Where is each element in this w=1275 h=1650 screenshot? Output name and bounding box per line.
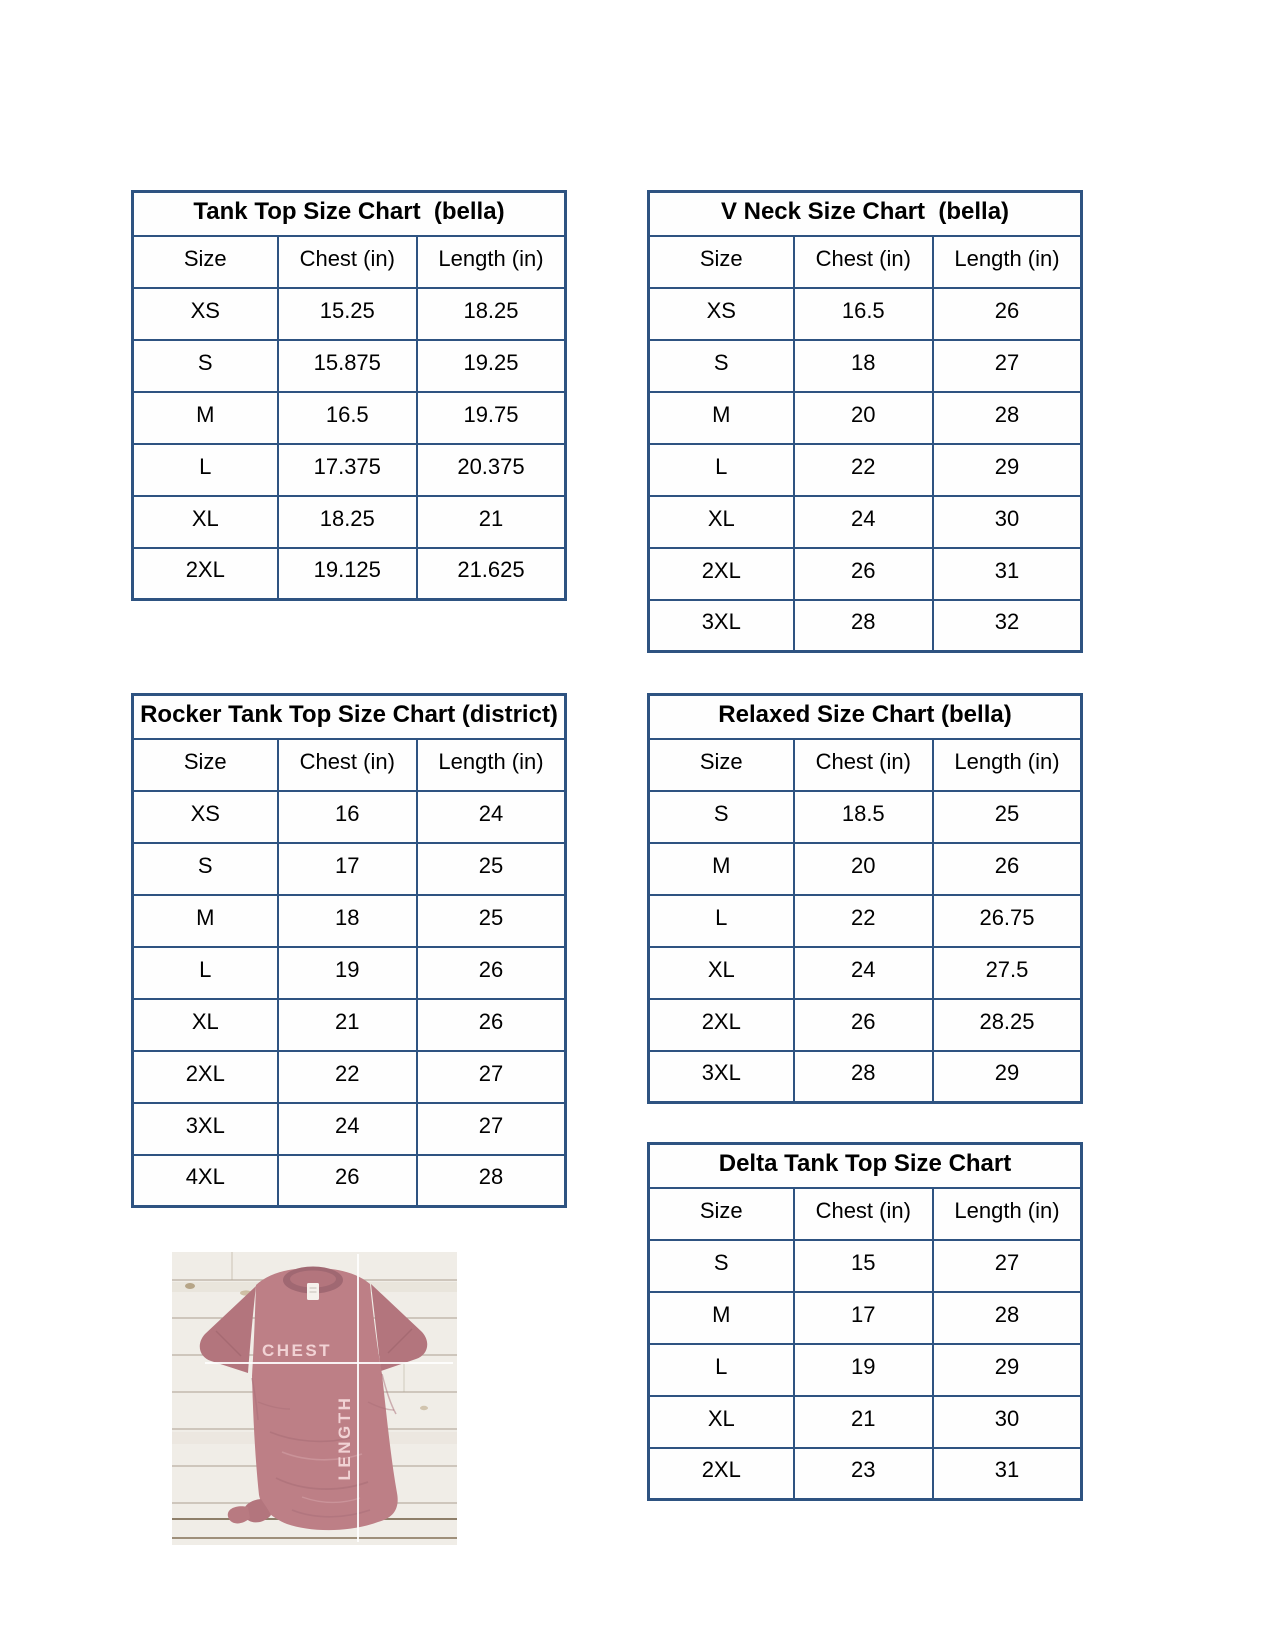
table-cell: XL — [133, 496, 278, 548]
table-cell: 16.5 — [278, 392, 417, 444]
table-row — [133, 1155, 566, 1207]
table-row — [133, 340, 566, 392]
table-cell: 31 — [933, 548, 1082, 600]
table-cell: 25 — [417, 843, 566, 895]
table-cell: 21 — [417, 496, 566, 548]
table-cell: 22 — [278, 1051, 417, 1103]
table-row — [649, 1448, 1082, 1500]
table-cell: 19 — [278, 947, 417, 999]
table-title: Relaxed Size Chart (bella) — [649, 695, 1082, 739]
table-cell: M — [649, 843, 794, 895]
shirt-measurement-svg — [172, 1252, 457, 1545]
table-cell: 15.875 — [278, 340, 417, 392]
v-neck-size-chart-table — [647, 190, 1083, 653]
table-cell: 28 — [794, 600, 933, 652]
table-cell: 18.25 — [278, 496, 417, 548]
table-row — [649, 340, 1082, 392]
table-row — [649, 1051, 1082, 1103]
table-cell: 20.375 — [417, 444, 566, 496]
column-header: Length (in) — [417, 739, 566, 791]
column-header: Chest (in) — [794, 739, 933, 791]
table-cell: 30 — [933, 1396, 1082, 1448]
table-row — [649, 1240, 1082, 1292]
table-row — [649, 1344, 1082, 1396]
table-cell: 24 — [794, 496, 933, 548]
table-row — [649, 895, 1082, 947]
table-cell: 23 — [794, 1448, 933, 1500]
table-row — [133, 947, 566, 999]
table-cell: 21 — [794, 1396, 933, 1448]
table-cell: 20 — [794, 843, 933, 895]
table-cell: S — [133, 843, 278, 895]
table-cell: 25 — [417, 895, 566, 947]
table-cell: 20 — [794, 392, 933, 444]
table-cell: 17.375 — [278, 444, 417, 496]
table-header-row — [133, 236, 566, 288]
table-row — [133, 548, 566, 600]
table-row — [133, 1051, 566, 1103]
table-cell: XL — [133, 999, 278, 1051]
table-cell: 31 — [933, 1448, 1082, 1500]
column-header: Chest (in) — [794, 236, 933, 288]
column-header: Size — [133, 236, 278, 288]
table-row — [133, 843, 566, 895]
table-cell: 3XL — [649, 1051, 794, 1103]
table-cell: XL — [649, 496, 794, 548]
table-row — [133, 791, 566, 843]
table-title-row — [649, 192, 1082, 236]
size-table — [131, 693, 567, 1208]
column-header: Length (in) — [933, 739, 1082, 791]
table-title-row — [649, 695, 1082, 739]
table-row — [649, 791, 1082, 843]
table-cell: L — [649, 444, 794, 496]
table-cell: XS — [133, 791, 278, 843]
table-cell: 22 — [794, 444, 933, 496]
column-header: Chest (in) — [794, 1188, 933, 1240]
table-cell: 26 — [417, 999, 566, 1051]
table-cell: XL — [649, 947, 794, 999]
relaxed-size-chart-table — [647, 693, 1083, 1104]
table-title-row — [133, 695, 566, 739]
table-cell: 18.5 — [794, 791, 933, 843]
table-row — [649, 548, 1082, 600]
table-row — [649, 444, 1082, 496]
table-cell: 3XL — [649, 600, 794, 652]
tank-top-size-chart-table — [131, 190, 567, 601]
column-header: Chest (in) — [278, 739, 417, 791]
table-cell: L — [649, 895, 794, 947]
table-cell: 26 — [794, 548, 933, 600]
table-row — [133, 496, 566, 548]
size-table — [647, 190, 1083, 653]
table-cell: L — [133, 444, 278, 496]
table-cell: 17 — [278, 843, 417, 895]
table-cell: 2XL — [133, 1051, 278, 1103]
table-row — [649, 600, 1082, 652]
table-cell: 28 — [794, 1051, 933, 1103]
table-cell: 16.5 — [794, 288, 933, 340]
table-cell: 26 — [933, 288, 1082, 340]
table-cell: 2XL — [649, 548, 794, 600]
table-cell: 15 — [794, 1240, 933, 1292]
table-header-row — [133, 739, 566, 791]
column-header: Size — [649, 236, 794, 288]
column-header: Length (in) — [417, 236, 566, 288]
table-cell: 27 — [933, 1240, 1082, 1292]
table-cell: 2XL — [133, 548, 278, 600]
table-row — [133, 1103, 566, 1155]
table-cell: 27.5 — [933, 947, 1082, 999]
table-cell: 24 — [794, 947, 933, 999]
size-table — [647, 693, 1083, 1104]
table-cell: 26 — [417, 947, 566, 999]
table-title: Delta Tank Top Size Chart — [649, 1144, 1082, 1188]
table-row — [649, 947, 1082, 999]
column-header: Chest (in) — [278, 236, 417, 288]
table-cell: 18 — [794, 340, 933, 392]
column-header: Size — [649, 1188, 794, 1240]
table-cell: 30 — [933, 496, 1082, 548]
table-cell: 3XL — [133, 1103, 278, 1155]
table-cell: 26 — [933, 843, 1082, 895]
table-cell: 25 — [933, 791, 1082, 843]
table-cell: 29 — [933, 1344, 1082, 1396]
table-cell: M — [649, 392, 794, 444]
table-cell: 26.75 — [933, 895, 1082, 947]
table-cell: 19.25 — [417, 340, 566, 392]
table-cell: 21.625 — [417, 548, 566, 600]
table-cell: 28.25 — [933, 999, 1082, 1051]
table-cell: 27 — [417, 1103, 566, 1155]
table-title: Tank Top Size Chart (bella) — [133, 192, 566, 236]
table-cell: M — [133, 392, 278, 444]
table-cell: XS — [133, 288, 278, 340]
table-cell: L — [133, 947, 278, 999]
table-cell: 2XL — [649, 1448, 794, 1500]
table-cell: L — [649, 1344, 794, 1396]
table-cell: 29 — [933, 444, 1082, 496]
table-row — [649, 843, 1082, 895]
table-title: Rocker Tank Top Size Chart (district) — [133, 695, 566, 739]
table-row — [649, 999, 1082, 1051]
table-cell: 28 — [933, 392, 1082, 444]
size-table — [131, 190, 567, 601]
table-row — [649, 392, 1082, 444]
table-cell: 28 — [933, 1292, 1082, 1344]
table-row — [133, 444, 566, 496]
table-cell: 4XL — [133, 1155, 278, 1207]
table-header-row — [649, 739, 1082, 791]
table-cell: 27 — [417, 1051, 566, 1103]
table-cell: 17 — [794, 1292, 933, 1344]
table-header-row — [649, 1188, 1082, 1240]
length-label: LENGTH — [335, 1395, 354, 1481]
table-row — [649, 1292, 1082, 1344]
table-cell: 16 — [278, 791, 417, 843]
column-header: Size — [133, 739, 278, 791]
table-cell: 29 — [933, 1051, 1082, 1103]
table-cell: 24 — [278, 1103, 417, 1155]
table-row — [133, 288, 566, 340]
table-cell: S — [649, 340, 794, 392]
column-header: Length (in) — [933, 1188, 1082, 1240]
table-cell: 21 — [278, 999, 417, 1051]
table-cell: 2XL — [649, 999, 794, 1051]
table-header-row — [649, 236, 1082, 288]
table-cell: 18.25 — [417, 288, 566, 340]
table-cell: 26 — [794, 999, 933, 1051]
table-cell: 19.125 — [278, 548, 417, 600]
table-row — [649, 288, 1082, 340]
table-cell: S — [649, 1240, 794, 1292]
table-title: V Neck Size Chart (bella) — [649, 192, 1082, 236]
table-title-row — [133, 192, 566, 236]
table-row — [649, 1396, 1082, 1448]
table-title-row — [649, 1144, 1082, 1188]
chest-label: CHEST — [261, 1341, 333, 1360]
table-cell: 27 — [933, 340, 1082, 392]
table-cell: 18 — [278, 895, 417, 947]
table-cell: XL — [649, 1396, 794, 1448]
table-cell: 15.25 — [278, 288, 417, 340]
table-row — [133, 999, 566, 1051]
column-header: Length (in) — [933, 236, 1082, 288]
table-cell: M — [133, 895, 278, 947]
table-cell: S — [133, 340, 278, 392]
table-cell: 19 — [794, 1344, 933, 1396]
rocker-tank-top-size-chart-table — [131, 693, 567, 1208]
table-cell: XS — [649, 288, 794, 340]
column-header: Size — [649, 739, 794, 791]
table-cell: M — [649, 1292, 794, 1344]
delta-tank-top-size-chart-table — [647, 1142, 1083, 1501]
table-row — [133, 392, 566, 444]
table-cell: 24 — [417, 791, 566, 843]
table-cell: 26 — [278, 1155, 417, 1207]
table-cell: 22 — [794, 895, 933, 947]
table-cell: 32 — [933, 600, 1082, 652]
table-cell: 19.75 — [417, 392, 566, 444]
table-cell: 28 — [417, 1155, 566, 1207]
shirt-measurement-image — [172, 1252, 457, 1545]
table-row — [133, 895, 566, 947]
tshirt-neck-tag — [307, 1283, 319, 1300]
table-cell: S — [649, 791, 794, 843]
table-row — [649, 496, 1082, 548]
size-table — [647, 1142, 1083, 1501]
